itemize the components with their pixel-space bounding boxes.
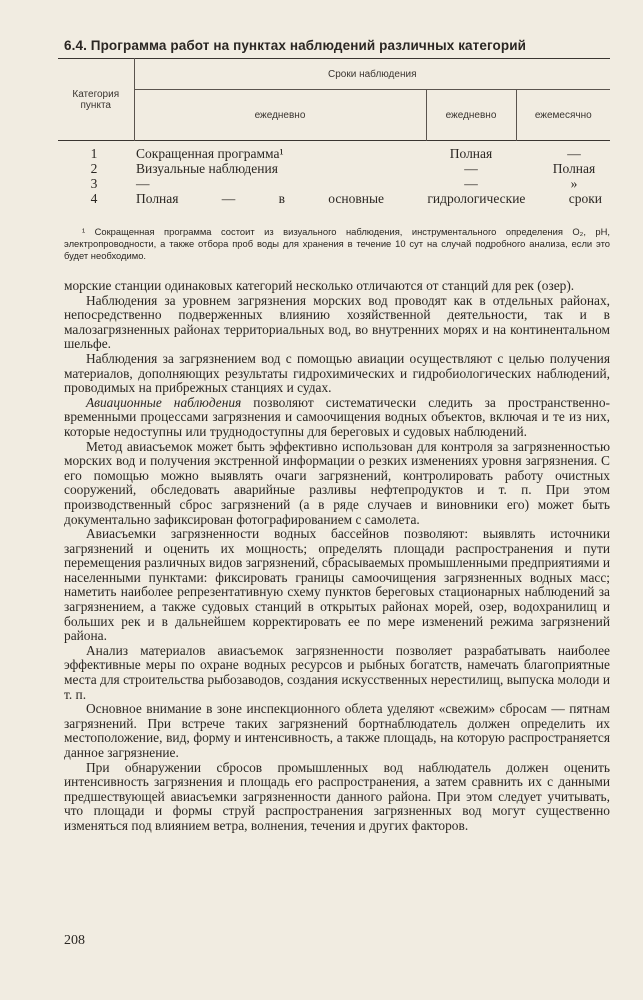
column-header-terms: Сроки наблюдения	[134, 59, 610, 90]
subheader-daily-1: ежедневно	[134, 90, 426, 141]
section-heading: 6.4. Программа работ на пунктах наблюдений различных категорий	[64, 38, 527, 53]
row-daily-value: —	[464, 161, 478, 176]
row-number: 1	[90, 146, 98, 161]
row-program: —	[136, 176, 150, 191]
row-monthly-value: »	[570, 176, 578, 191]
row-program-full: Полная — в основные гидрологические сроки	[136, 191, 602, 206]
row-daily-value: Полная	[449, 146, 493, 161]
table-row	[64, 146, 610, 161]
row-number: 3	[90, 176, 98, 191]
body-text	[64, 279, 610, 834]
row-program: Сокращенная программа¹	[136, 146, 284, 161]
paragraph: Наблюдения за загрязнением вод с помощью авиации осуществляют с целью получения материалов, дополняющих результаты гидрохимических и гидробиологических наблюдений, проводимых на прибрежных станциях и судах.	[64, 350, 610, 396]
paragraph: Анализ материалов авиасъемок загрязненности позволяет разрабатывать наиболее эффективные меры по охране водных ресурсов и рыбных богатств, намечать благоприятные места для строительства рыбозаводов, создания искусственных нерестилищ, выпуска молоди и т. п.	[64, 642, 610, 702]
subheader-daily-2: ежедневно	[426, 90, 516, 141]
paragraph: Наблюдения за уровнем загрязнения морских вод проводят как в отдельных районах, непосредственно подверженных влиянию хозяйственной деятельности, так и в малозагрязненных районах территориальных вод, во внутренних морях и на континентальном шельфе.	[64, 292, 610, 352]
row-daily-value: —	[464, 176, 478, 191]
column-header-category: Категория пункта	[58, 59, 134, 141]
row-program: Визуальные наблюдения	[136, 161, 278, 176]
table-subheader-row	[58, 90, 610, 141]
paragraph-text: позволяют систематически следить за пространственно-временными процессами загрязнения и самоочищения водных объектов, включая и те из них, которые недоступны или труднодоступны для береговых и судовых наблюдений.	[64, 394, 610, 439]
page-number: 208	[64, 933, 85, 948]
table-header-row	[58, 59, 610, 90]
row-number: 2	[90, 161, 98, 176]
row-monthly-value: Полная	[552, 161, 596, 176]
observation-schedule-table	[58, 58, 610, 141]
row-monthly-value: —	[567, 146, 581, 161]
row-number: 4	[90, 191, 98, 206]
table-row	[64, 161, 610, 176]
subheader-monthly: ежемесячно	[534, 109, 592, 121]
paragraph: Основное внимание в зоне инспекционного облета уделяют «свежим» сбросам — пятнам загрязнений. При встрече таких загрязнений бортнаблюдатель должен определить их местоположение, вид, форму и интенсивность, а также площадь, на которую распространяется данное загрязнение.	[64, 701, 610, 760]
table-body	[64, 146, 610, 206]
paragraph: Авиасъемки загрязненности водных бассейнов позволяют: выявлять источники загрязнений и оценить их мощность; определять площади распространения и пути перемещения различных видов загрязнений, сбрасываемых промышленными предприятиями и населенными пунктами: фиксировать границы самоочищения загрязненных водных масс; наметить наиболее репрезентативную схему пунктов береговых стационарных наблюдений за загрязнением, а также судовых станций в открытых районах морей, озер, водохранилищ и больших рек и в дальнейшем корректировать ее по мере изменений режима загрязнений района.	[64, 526, 610, 644]
italic-term: Авиационные наблюдения	[86, 394, 242, 410]
table-row	[64, 191, 610, 206]
table-row	[64, 176, 610, 191]
paragraph: морские станции одинаковых категорий несколько отличаются от станций для рек (озер).	[64, 278, 575, 293]
paragraph: При обнаружении сбросов промышленных вод наблюдатель должен оценить интенсивность загрязнения и площадь его распространения, а затем сравнить их с данными предшествующей авиасъемки загрязненности данного района. При этом следует учитывать, что площади и формы струй распространения загрязненных вод могут существенно изменяться под влиянием ветра, волнения, течения и других факторов.	[64, 759, 610, 833]
table-footnote: ¹ Сокращенная программа состоит из визуального наблюдения, инструментального определения O₂, pH, электропроводности, а также отбора проб воды для хранения в течение 10 сут на случай подробного анализа, если это будет необходимо.	[64, 226, 610, 261]
paragraph	[64, 396, 610, 440]
paragraph: Метод авиасъемок может быть эффективно использован для контроля за загрязненностью морских вод и получения экстренной информации о резких изменениях уровня загрязнения. С его помощью можно выявлять очаги загрязнений, контролировать работу очистных сооружений, обследовать аварийные разливы нефтепродуктов и т. п. При этом производственный сброс загрязнений (а в ряде случаев и виновники его) может быть документально зафиксирован фотографированием с самолета.	[64, 438, 610, 527]
